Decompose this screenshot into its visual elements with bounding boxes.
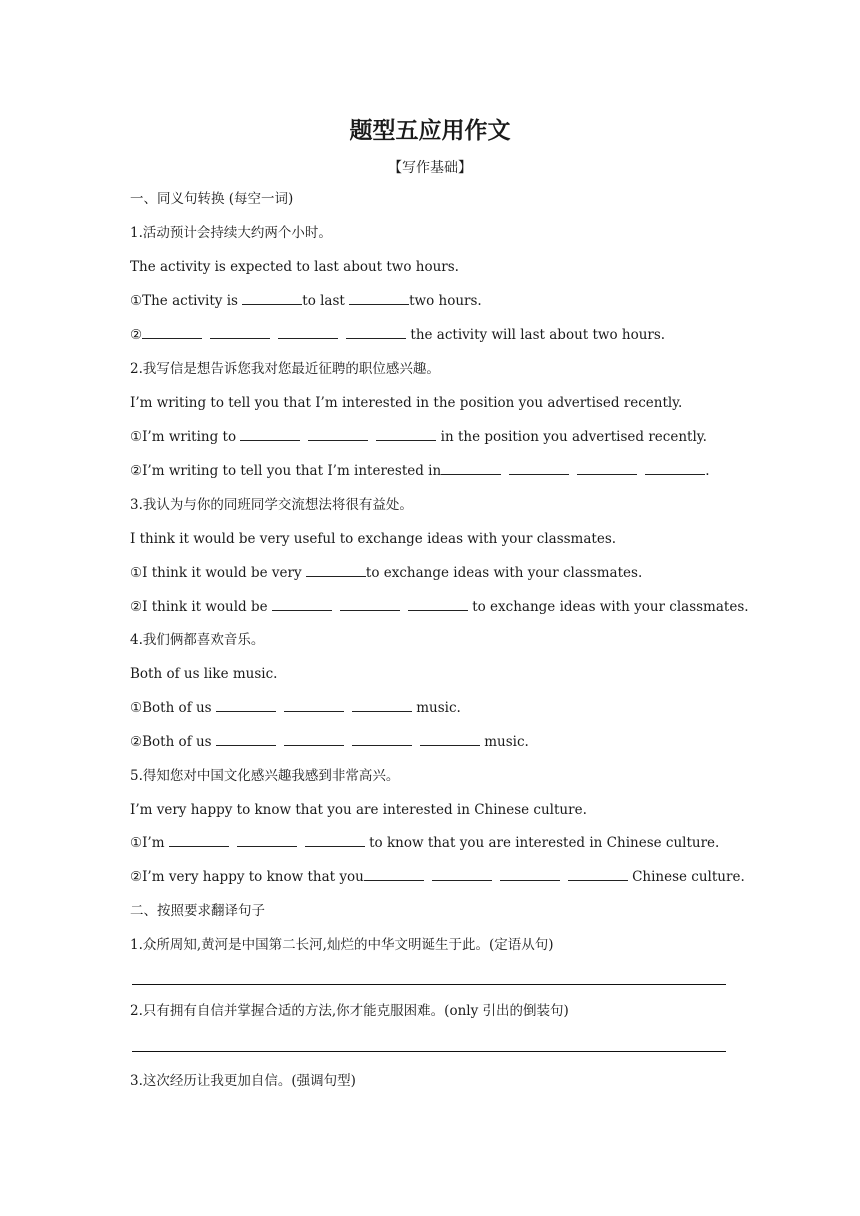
rewrite-line-b: ②I’m very happy to know that you Chinese culture. — [130, 869, 745, 885]
blank-field[interactable] — [352, 733, 412, 746]
rewrite-line-b: ②I’m writing to tell you that I’m interested in . — [130, 463, 710, 479]
question-source-sentence: I’m writing to tell you that I’m interested in the position you advertised recently. — [130, 395, 683, 411]
rewrite-line-b: ②I think it would be to exchange ideas with your classmates. — [130, 599, 749, 615]
blank-field[interactable] — [306, 564, 366, 577]
blank-field[interactable] — [500, 868, 560, 881]
question-prompt: 4.我们俩都喜欢音乐。 — [130, 632, 265, 648]
blank-field[interactable] — [284, 733, 344, 746]
blank-field[interactable] — [169, 834, 229, 847]
blank-field[interactable] — [568, 868, 628, 881]
blank-field[interactable] — [577, 462, 637, 475]
blank-field[interactable] — [278, 326, 338, 339]
question-prompt: 1.活动预计会持续大约两个小时。 — [130, 225, 332, 241]
translation-prompt: 3.这次经历让我更加自信。(强调句型) — [130, 1073, 356, 1089]
rewrite-line-b: ②Both of us music. — [130, 734, 529, 750]
answer-line[interactable] — [132, 1051, 726, 1052]
blank-field[interactable] — [340, 598, 400, 611]
blank-field[interactable] — [272, 598, 332, 611]
blank-field[interactable] — [441, 462, 501, 475]
section-heading: 二、按照要求翻译句子 — [130, 903, 265, 919]
blank-field[interactable] — [237, 834, 297, 847]
blank-field[interactable] — [210, 326, 270, 339]
rewrite-line-a: ①Both of us music. — [130, 700, 461, 716]
question-source-sentence: I’m very happy to know that you are interested in Chinese culture. — [130, 802, 587, 818]
blank-field[interactable] — [349, 292, 409, 305]
blank-field[interactable] — [346, 326, 406, 339]
blank-field[interactable] — [432, 868, 492, 881]
rewrite-line-b: ② the activity will last about two hours. — [130, 327, 666, 343]
question-prompt: 5.得知您对中国文化感兴趣我感到非常高兴。 — [130, 768, 400, 784]
blank-field[interactable] — [308, 428, 368, 441]
section-heading: 一、同义句转换 (每空一词) — [130, 191, 294, 207]
blank-field[interactable] — [216, 699, 276, 712]
rewrite-line-a: ①The activity is to last two hours. — [130, 293, 482, 309]
blank-field[interactable] — [364, 868, 424, 881]
blank-field[interactable] — [645, 462, 705, 475]
translation-prompt: 2.只有拥有自信并掌握合适的方法,你才能克服困难。(only 引出的倒装句) — [130, 1003, 569, 1019]
page-title: 题型五应用作文 — [349, 118, 511, 144]
rewrite-line-a: ①I’m writing to in the position you advertised recently. — [130, 429, 707, 445]
blank-field[interactable] — [408, 598, 468, 611]
blank-field[interactable] — [240, 428, 300, 441]
rewrite-line-a: ①I’m to know that you are interested in Chinese culture. — [130, 835, 720, 851]
blank-field[interactable] — [352, 699, 412, 712]
blank-field[interactable] — [142, 326, 202, 339]
question-source-sentence: I think it would be very useful to exchange ideas with your classmates. — [130, 531, 617, 547]
blank-field[interactable] — [284, 699, 344, 712]
blank-field[interactable] — [305, 834, 365, 847]
rewrite-line-a: ①I think it would be very to exchange ideas with your classmates. — [130, 565, 643, 581]
blank-field[interactable] — [242, 292, 302, 305]
blank-field[interactable] — [216, 733, 276, 746]
blank-field[interactable] — [376, 428, 436, 441]
answer-line[interactable] — [132, 984, 726, 985]
blank-field[interactable] — [509, 462, 569, 475]
question-prompt: 3.我认为与你的同班同学交流想法将很有益处。 — [130, 497, 413, 513]
blank-field[interactable] — [420, 733, 480, 746]
question-source-sentence: Both of us like music. — [130, 666, 278, 682]
question-source-sentence: The activity is expected to last about two hours. — [130, 259, 459, 275]
page-subtitle: 【写作基础】 — [388, 160, 472, 176]
question-prompt: 2.我写信是想告诉您我对您最近征聘的职位感兴趣。 — [130, 361, 440, 377]
translation-prompt: 1.众所周知,黄河是中国第二长河,灿烂的中华文明诞生于此。(定语从句) — [130, 937, 554, 953]
